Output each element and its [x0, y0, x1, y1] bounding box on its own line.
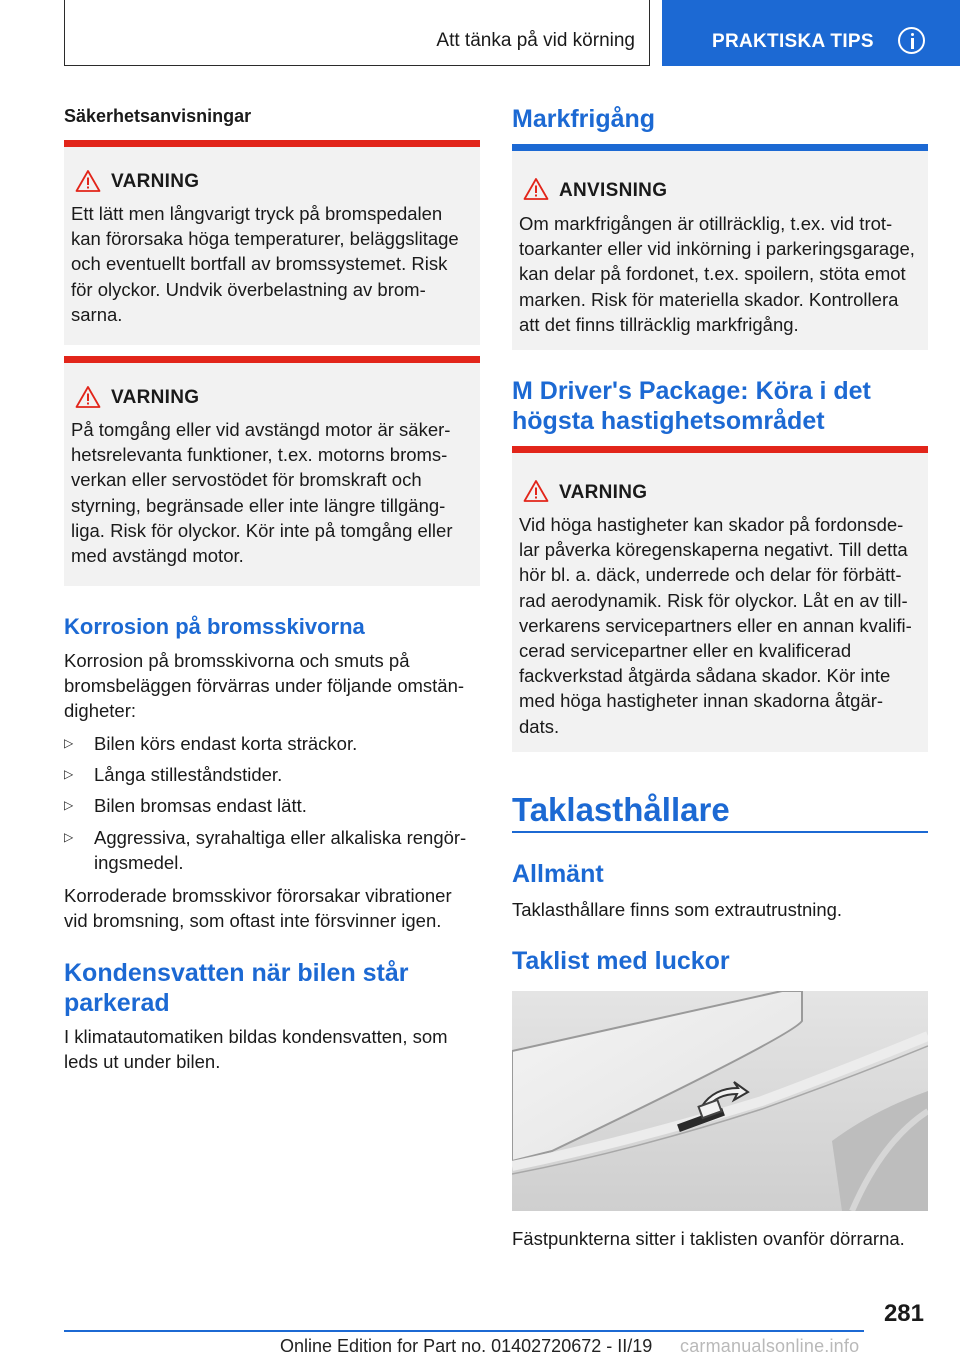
package-heading: M Driver's Package: Köra i det högsta hastighetsområdet — [512, 377, 871, 435]
bullet-triangle-icon: ▷ — [64, 736, 74, 750]
warning-triangle-icon — [523, 177, 549, 201]
page-number: 281 — [883, 1300, 924, 1327]
roof-rail-photo — [512, 991, 928, 1211]
condensation-heading: Kondensvatten när bilen står parkerad — [64, 959, 409, 1017]
header-chapter-label: PRAKTISKA TIPS — [712, 31, 874, 52]
header-section-label: Att tänka på vid körning — [436, 30, 635, 51]
roof-rail-heading: Taklist med luckor — [512, 947, 730, 975]
corrosion-outro: Korroderade bromsskivor förorsakar vibrationer vid bromsning, som oftast inte försvinner igen. — [64, 885, 452, 931]
warning-box-brake-load — [64, 140, 480, 345]
warning-triangle-icon — [523, 479, 549, 503]
heading-rule — [512, 831, 928, 833]
bullet-triangle-icon: ▷ — [64, 798, 74, 812]
clearance-heading: Markfrigång — [512, 105, 656, 133]
warning-text: På tomgång eller vid avstängd motor är säker- hetsrelevanta funktioner, t.ex. motorns broms- verkan eller servostödet för bromskraft och styrning, begränsade eller inte längre tillgäng- liga. Risk för olyckor. Kör inte på tomgång eller med avstängd motor. — [71, 419, 453, 567]
warning-title: VARNING — [111, 387, 200, 408]
edition-text: Online Edition for Part no. 01402720672 - II/19 — [280, 1336, 653, 1356]
warning-box-idle — [64, 356, 480, 586]
watermark: carmanualsonline.info — [680, 1336, 860, 1356]
bullet-triangle-icon: ▷ — [64, 830, 74, 844]
warning-text: Vid höga hastigheter kan skador på fordonsde- lar påverka köregenskaperna negativt. Till detta hör bl. a. däck, underrede och delar för förbätt- rad aerodynamik. Risk för olyckor. Låt en av till- verkarens servicepartners eller en annan kvalifi- cerad servicepartner eller en kvalificerad fackverkstad åtgärda sådana skador. Kör inte med höga hastigheter innan skadorna åtgär- dats. — [519, 514, 912, 737]
warning-triangle-icon — [75, 385, 101, 409]
footer-rule — [64, 1330, 864, 1332]
bullet-triangle-icon: ▷ — [64, 767, 74, 781]
info-icon — [898, 27, 925, 54]
header-chapter-tab — [662, 0, 960, 66]
condensation-text: I klimatautomatiken bildas kondensvatten, som leds ut under bilen. — [64, 1026, 448, 1072]
warning-title: VARNING — [111, 171, 200, 192]
notice-text: Om markfrigången är otillräcklig, t.ex. vid trot- toarkanter eller vid inkörning i parkeringsgarage, kan delar på fordonet, t.ex. spoilern, stöta emot marken. Risk för materiella skador. Kontrollera att det finns tillräcklig markfrigång. — [519, 213, 915, 335]
warning-text: Ett lätt men långvarigt tryck på bromspedalen kan förorsaka höga temperaturer, beläggslitage och eventuellt bortfall av bromssystemet. Risk för olyckor. Undvik överbelastning av brom- sarna. — [71, 203, 459, 325]
general-heading: Allmänt — [512, 860, 604, 888]
corrosion-intro: Korrosion på bromsskivorna och smuts på bromsbeläggen förvärras under följande omstän- digheter: — [64, 650, 465, 721]
warning-title: VARNING — [559, 482, 648, 503]
notice-title: ANVISNING — [559, 180, 668, 201]
warning-box-high-speed — [512, 446, 928, 752]
photo-caption: Fästpunkterna sitter i taklisten ovanför dörrarna. — [512, 1228, 905, 1249]
general-text: Taklasthållare finns som extrautrustning. — [512, 899, 843, 920]
safety-heading: Säkerhetsanvisningar — [64, 106, 252, 126]
roof-rack-heading: Taklasthållare — [512, 791, 730, 828]
header-section-tab — [64, 0, 650, 66]
corrosion-heading: Korrosion på bromsskivorna — [64, 614, 365, 639]
notice-box-clearance — [512, 144, 928, 350]
warning-triangle-icon — [75, 169, 101, 193]
